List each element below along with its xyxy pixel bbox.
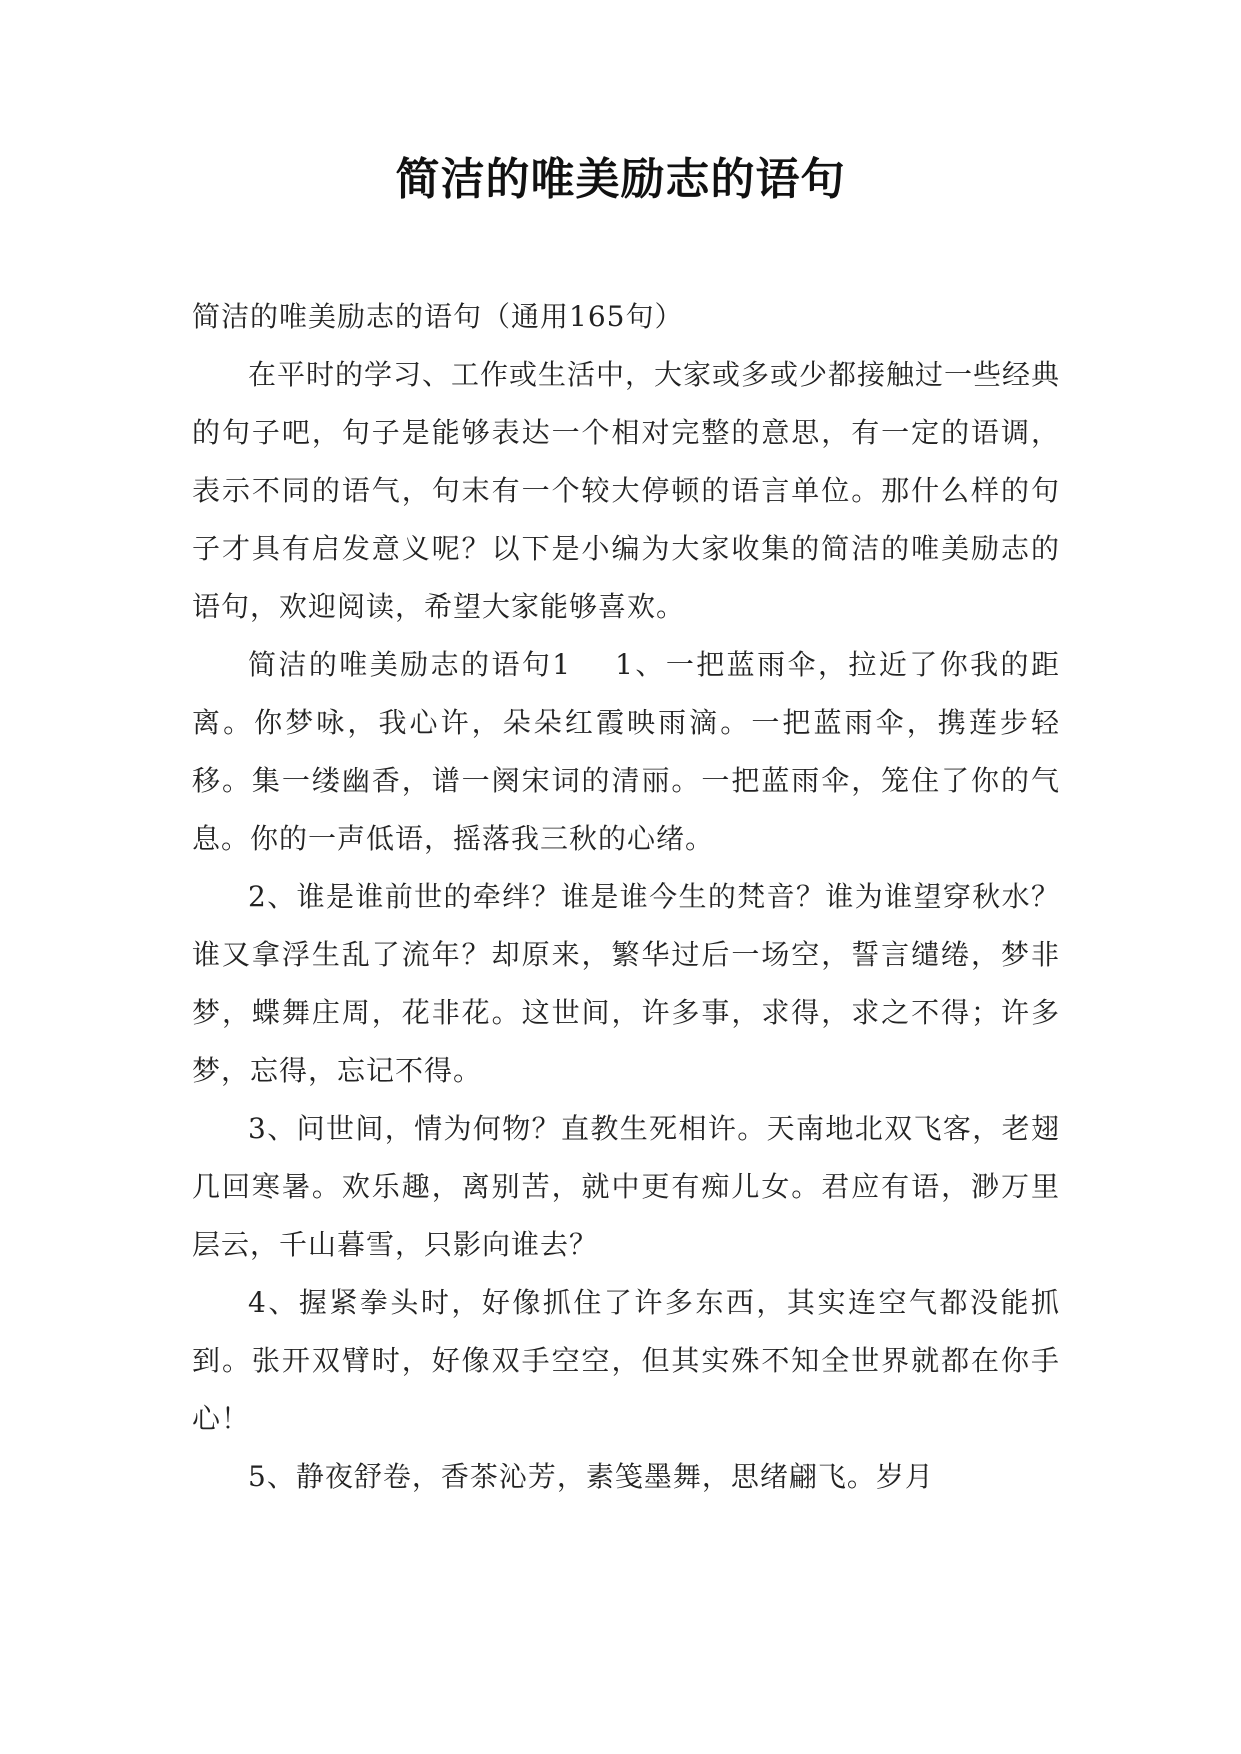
section-paragraph-1: [192, 636, 1060, 868]
section-heading-gap: [571, 648, 615, 681]
quote-item: 1、一把蓝雨伞，拉近了你我的距离。你梦咏，我心许，朵朵红霞映雨滴。一把蓝雨伞，携莲步轻移。集一缕幽香，谱一阕宋词的清丽。一把蓝雨伞，笼住了你的气息。你的一声低语，摇落我三秋的心绪。: [192, 648, 1060, 855]
quote-item: 5、静夜舒卷，香茶沁芳，素笺墨舞，思绪翩飞。岁月: [248, 1460, 934, 1493]
section-heading: 简洁的唯美励志的语句1: [248, 648, 572, 681]
quote-item: 4、握紧拳头时，好像抓住了许多东西，其实连空气都没能抓到。张开双臂时，好像双手空空，但其实殊不知全世界就都在你手心！: [192, 1286, 1060, 1435]
document-body: [192, 288, 1060, 1506]
document-title: 简洁的唯美励志的语句: [395, 154, 846, 205]
intro-paragraph: 在平时的学习、工作或生活中，大家或多或少都接触过一些经典的句子吧，句子是能够表达一个相对完整的意思，有一定的语调，表示不同的语气，句末有一个较大停顿的语言单位。那什么样的句子才具有启发意义呢？以下是小编为大家收集的简洁的唯美励志的语句，欢迎阅读，希望大家能够喜欢。: [192, 358, 1061, 623]
quote-item: 3、问世间，情为何物？直教生死相许。天南地北双飞客，老翅几回寒暑。欢乐趣，离别苦，就中更有痴儿女。君应有语，渺万里层云，千山暮雪，只影向谁去？: [192, 1112, 1060, 1261]
document-subtitle: 简洁的唯美励志的语句（通用165句）: [192, 300, 684, 333]
quote-item: 2、谁是谁前世的牵绊？谁是谁今生的梵音？谁为谁望穿秋水？谁又拿浮生乱了流年？却原来，繁华过后一场空，誓言缱绻，梦非梦，蝶舞庄周，花非花。这世间，许多事，求得，求之不得；许多梦，忘得，忘记不得。: [192, 880, 1060, 1087]
